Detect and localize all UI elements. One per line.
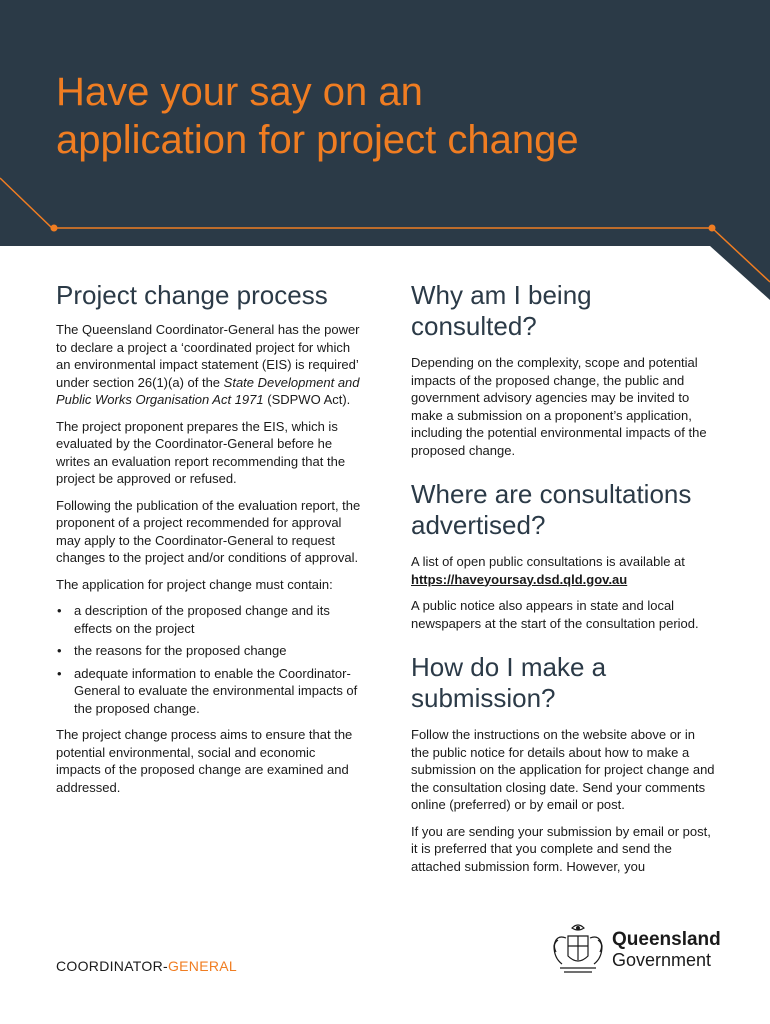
heading-how-submit: How do I make a submission? bbox=[411, 652, 607, 713]
paragraph-consultation-list bbox=[411, 553, 716, 588]
paragraph-eis: The project proponent prepares the EIS, which is evaluated by the Coordinator-General before he writes an evaluation report recommending that the project be approved or refused. bbox=[56, 418, 346, 486]
heading-project-change-process: Project change process bbox=[56, 280, 328, 310]
heading-where-advertised: Where are consultations advertised? bbox=[411, 479, 692, 540]
list-item bbox=[56, 602, 361, 637]
queensland-crest-icon bbox=[548, 922, 608, 978]
paragraph-instructions: Follow the instructions on the website above or in the public notice for details about how to make a submission on the application for project change and the consultation closing date. Send your comments online (preferred) or by email or post. bbox=[411, 727, 715, 812]
logo-text-part1: COORDINATOR- bbox=[56, 958, 168, 974]
paragraph-cg-power bbox=[56, 321, 361, 409]
wordmark-line-1: Queensland bbox=[612, 929, 721, 950]
coordinator-general-logo bbox=[56, 958, 237, 974]
paragraph-why-consulted: Depending on the complexity, scope and potential impacts of the proposed change, the public and government advisory agencies may be invited to make a submission on a proponent’s application, including the potential environmental impacts of the proposed change. bbox=[411, 355, 707, 458]
bullet-icon: • bbox=[57, 643, 62, 658]
header-banner bbox=[0, 0, 770, 300]
haveyoursay-link[interactable]: https://haveyoursay.dsd.qld.gov.au bbox=[411, 571, 628, 587]
text-segment: The Queensland Coordinator-General has the power to declare a project a ‘coordinated project for which an environmental impact statement (EIS) is required’ under section 26(1)(a) of the bbox=[56, 322, 360, 390]
list-item bbox=[56, 665, 361, 718]
paragraph-must-contain: The application for project change must contain: bbox=[56, 576, 333, 592]
text-segment: A list of open public consultations is available at bbox=[411, 554, 685, 569]
left-column bbox=[56, 280, 361, 805]
page-title bbox=[56, 68, 736, 164]
list-item-text: a description of the proposed change and its effects on the project bbox=[74, 603, 330, 636]
wordmark-line-2: Government bbox=[612, 950, 712, 970]
paragraph-public-notice: A public notice also appears in state and local newspapers at the start of the consultation period. bbox=[411, 598, 699, 631]
paragraph-evaluation: Following the publication of the evaluation report, the proponent of a project recommended for approval may apply to the Coordinator-General to request changes to the project and/or conditions of approval. bbox=[56, 497, 361, 565]
bullet-icon: • bbox=[57, 603, 62, 618]
paragraph-email-post: If you are sending your submission by email or post, it is preferred that you complete and send the attached submission form. However, you bbox=[411, 823, 711, 874]
right-column bbox=[411, 280, 716, 884]
list-item-text: the reasons for the proposed change bbox=[74, 643, 287, 658]
list-item-text: adequate information to enable the Coordinator-General to evaluate the environmental impacts of the proposed change. bbox=[74, 665, 358, 716]
queensland-wordmark bbox=[612, 930, 721, 970]
paragraph-process-aims: The project change process aims to ensure that the potential environmental, social and economic impacts of the proposed change are examined and addressed. bbox=[56, 727, 353, 795]
act-title: State Development and Public Works Organisation Act 1971 bbox=[56, 374, 360, 407]
queensland-government-logo bbox=[548, 922, 728, 978]
heading-why-consulted: Why am I being consulted? bbox=[411, 280, 592, 341]
logo-text-part2: GENERAL bbox=[167, 958, 237, 974]
title-line-2: application for project change bbox=[56, 118, 579, 162]
text-segment: (SDPWO Act). bbox=[263, 392, 351, 407]
title-line-1: Have your say on an bbox=[56, 70, 423, 114]
list-item bbox=[56, 642, 361, 660]
requirements-list bbox=[56, 602, 361, 717]
bullet-icon: • bbox=[57, 665, 62, 681]
